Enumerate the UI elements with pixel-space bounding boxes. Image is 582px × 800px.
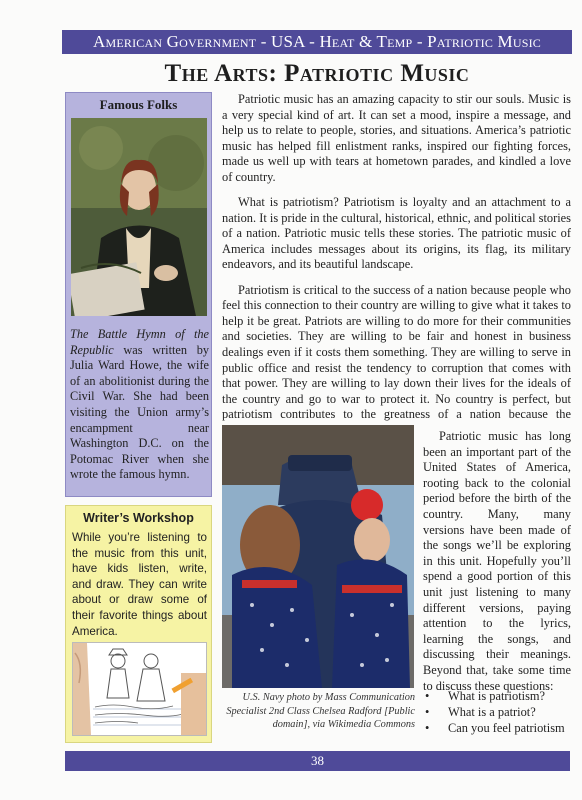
famous-folks-heading: Famous Folks: [99, 97, 178, 112]
discussion-questions: [423, 689, 571, 736]
photo-icon: [222, 425, 414, 688]
list-item: • Can you feel patriotism: [423, 721, 571, 737]
list-item: • What is a patriot?: [423, 705, 571, 721]
photo-caption: U.S. Navy photo by Mass Communication Specialist 2nd Class Chelsea Radford [Public domain], via Wikimedia Commons: [226, 692, 415, 731]
paragraph-3: Patriotism is critical to the success of a nation because people who feel this connection to their country are willing to give what it takes to help it be great. Patriots are willing to do more for their communities and societies. They are willing to be fair and honest in business dealings even if it costs them something. They are willing to serve in public office and resist the tendency to corruption that comes with that power. They are willing to lay down their lives for the ideals of the country and go to war to protect it. No country is perfect, but patriotism contributes to the greatness of a nation because the: [222, 282, 571, 422]
drawing-icon: [72, 642, 207, 736]
main-text-column: [222, 92, 571, 448]
header-breadcrumb: American Government - USA - Heat & Temp - Patriotic Music: [93, 32, 541, 51]
list-item: • What is patriotism?: [423, 689, 571, 705]
header-breadcrumb-bar: [62, 30, 572, 54]
paragraph-1: Patriotic music has an amazing capacity to stir our souls. Music is a very special kind of art. It can set a mood, inspire a message, and help us to relate to people, stories, and situations. America’s patriotic music has helped fill enlistment ranks, inspired our fighting forces, made us well up with tears at hometown parades, and kindled a love of country.: [222, 92, 571, 184]
writers-workshop-text: While you’re listening to the music from this unit, have kids listen, write, and draw. They can write about or draw some of their favorite things about America.: [72, 531, 207, 638]
writers-workshop-sidebar: [65, 505, 212, 743]
paragraph-4: Patriotic music has long been an important part of the United States of America, rooting back to the colonial period before the birth of the country. Many, many versions have been made of the songs we’ll be exploring in this unit. Hopefully you’ll spend a good portion of this unit just listening to many different versions, paying attention to the lyrics, learning the songs, and discussing their meanings. Beyond that, take some time to discuss these questions:: [423, 429, 571, 693]
famous-folks-text: [70, 327, 209, 483]
paragraph-2: What is patriotism? Patriotism is loyalty and an attachment to a nation. It is pride in the cultural, historical, ethnic, and political stories of a nation. Patriotic music tells these stories. The patriotic music of America includes messages about its origins, its flag, its military endeavors, and its beautiful landscape.: [222, 195, 571, 272]
famous-folks-body: was written by Julia Ward Howe, the wife of an abolitionist during the Civil War. She had been visiting the Union army’s encampment near Washington D.C. on the Potomac River when she wrote the famous hymn.: [70, 342, 209, 482]
page-title: The Arts: Patriotic Music: [164, 60, 470, 87]
hymn-title: The Battle Hymn of the Republic: [70, 327, 209, 357]
writers-workshop-heading: Writer’s Workshop: [83, 511, 194, 525]
famous-folks-sidebar: [65, 92, 212, 497]
portrait-icon: [71, 118, 207, 316]
footer-bar: [65, 751, 570, 771]
side-text-column: [423, 429, 571, 694]
page-number: 38: [311, 753, 324, 768]
